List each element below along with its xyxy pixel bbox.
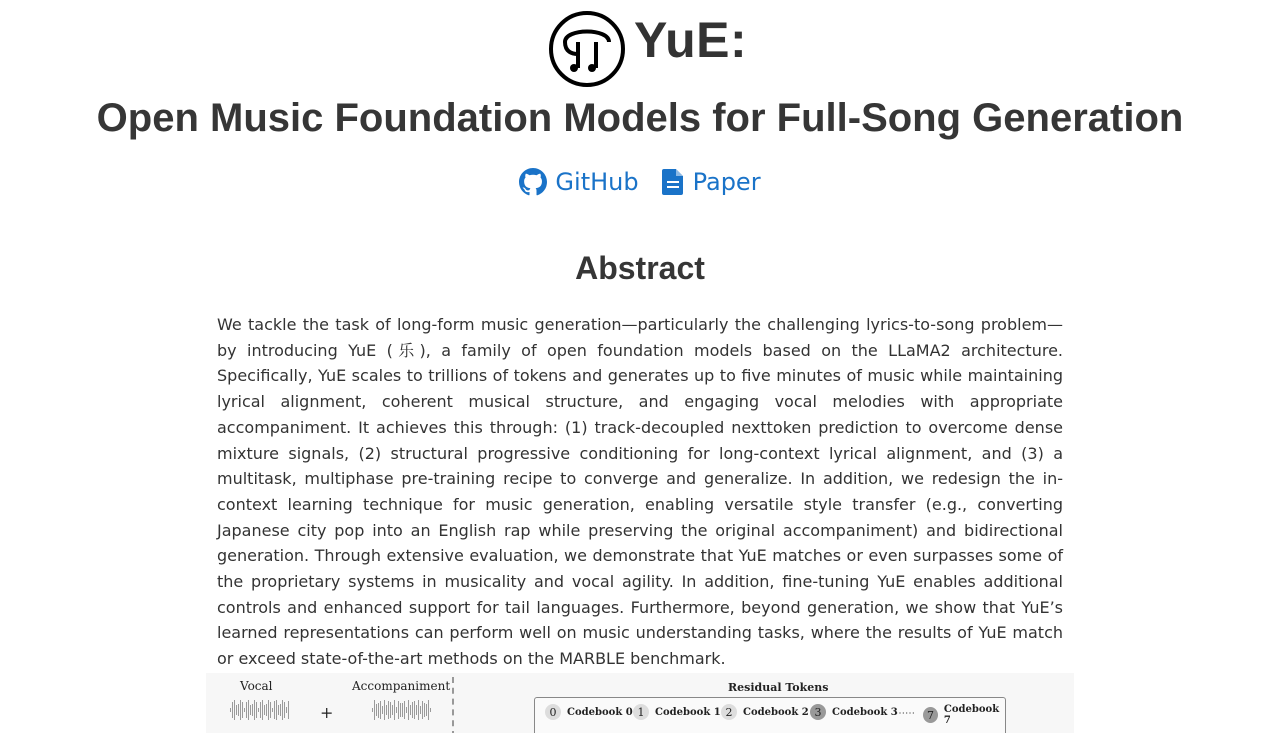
waveform-bar [272, 708, 273, 713]
codebook-number: 0 [545, 704, 561, 720]
waveform-bar [374, 700, 375, 719]
waveform-bar [382, 706, 383, 713]
accompaniment-waveform [372, 699, 431, 721]
waveform-bar [248, 700, 249, 720]
waveform-bar [242, 702, 243, 718]
waveform-bar [256, 702, 257, 718]
waveform-bar [426, 704, 427, 716]
residual-tokens-title: Residual Tokens [728, 681, 829, 694]
page-title: Open Music Foundation Models for Full-Song Generation [96, 96, 1184, 140]
link-bar [0, 168, 1280, 196]
waveform-bar [282, 700, 283, 720]
waveform-bar [284, 702, 285, 718]
codebook-label: Codebook 2 [743, 706, 809, 718]
codebook-box [534, 697, 1006, 733]
codebook-label: Codebook 0 [567, 706, 633, 718]
waveform-bar [264, 705, 265, 715]
waveform-bar [280, 704, 281, 716]
waveform-bar [390, 702, 391, 718]
vocal-label: Vocal [240, 679, 273, 693]
waveform-bar [388, 701, 389, 718]
github-icon [519, 168, 547, 196]
codebook-number: 3 [810, 704, 826, 720]
waveform-bar [286, 707, 287, 712]
waveform-bar [254, 700, 255, 720]
waveform-bar [232, 702, 233, 719]
waveform-bar [410, 705, 411, 716]
document-icon [661, 168, 685, 196]
codebook-ellipsis: ⋯⋯ [895, 708, 915, 719]
waveform-bar [404, 701, 405, 720]
waveform-bar [244, 708, 245, 712]
codebook-label: Codebook 3 [832, 706, 898, 718]
codebook-number: 7 [923, 707, 938, 723]
waveform-bar [238, 704, 239, 715]
paper-link[interactable] [661, 168, 761, 196]
waveform-bar [288, 701, 289, 718]
waveform-bar [236, 705, 237, 716]
waveform-bar [424, 703, 425, 718]
logo-text: YuE: [634, 12, 748, 68]
plus-sign: + [320, 703, 334, 722]
abstract-heading: Abstract [575, 250, 705, 286]
waveform-bar [278, 705, 279, 715]
waveform-bar [276, 700, 277, 719]
codebook-3 [810, 704, 898, 720]
waveform-bar [412, 702, 413, 718]
codebook-label: Codebook 7 [943, 704, 1000, 726]
waveform-bar [376, 704, 377, 716]
waveform-bar [406, 707, 407, 713]
waveform-bar [378, 703, 379, 718]
waveform-bar [414, 701, 415, 718]
waveform-bar [428, 700, 429, 719]
waveform-bar [416, 705, 417, 714]
accompaniment-label: Accompaniment [352, 679, 451, 693]
waveform-bar [400, 703, 401, 717]
waveform-bar [270, 702, 271, 718]
waveform-bar [394, 700, 395, 720]
waveform-bar [386, 705, 387, 714]
waveform-bar [384, 700, 385, 720]
waveform-bar [262, 700, 263, 719]
yue-logo-icon [548, 10, 626, 88]
waveform-bar [418, 700, 419, 720]
waveform-bar [258, 708, 259, 713]
waveform-bar [372, 708, 373, 712]
github-link[interactable] [519, 168, 638, 196]
waveform-bar [402, 703, 403, 717]
waveform-bar [230, 708, 231, 712]
waveform-bar [430, 708, 431, 712]
github-link-label: GitHub [555, 168, 639, 196]
codebook-1 [633, 704, 721, 720]
codebook-7 [923, 704, 1005, 726]
waveform-bar [246, 702, 247, 719]
codebook-number: 1 [633, 704, 649, 720]
waveform-bar [408, 700, 409, 720]
waveform-bar [420, 706, 421, 713]
architecture-figure [206, 673, 1074, 733]
codebook-number: 2 [721, 704, 737, 720]
waveform-bar [240, 700, 241, 720]
codebook-2 [721, 704, 809, 720]
logo-row [548, 10, 747, 88]
waveform-bar [266, 704, 267, 716]
waveform-bar [234, 700, 235, 720]
waveform-bar [392, 705, 393, 716]
abstract-text: We tackle the task of long-form music generation—particularly the challenging lyrics-to-song problem—by introducing YuE (乐), a family of open foundation models based on the LLaMA2 architecture. Specifically, YuE scales to trillions of tokens and generates up to five minutes of music while maintaining lyrical alignment, coherent musical structure, and engaging vocal melodies with appropriate accompaniment. It achieves this through: (1) track-decoupled nexttoken prediction to overcome dense mixture signals, (2) structural progressive conditioning for long-context lyrical alignment, and (3) a multitask, multiphase pre-training recipe to converge and generalize. In addition, we redesign the in-context learning technique for music generation, enabling versatile style transfer (e.g., converting Japanese city pop into an English rap while preserving the original accompaniment) and bidirectional generation. Through extensive evaluation, we demonstrate that YuE matches or even surpasses some of the proprietary systems in musicality and vocal agility. In addition, fine-tuning YuE enables additional controls and enhanced support for tail languages. Furthermore, beyond generation, we show that YuE’s learned representations can perform well on music understanding tasks, where the results of YuE match or exceed state-of-the-art methods on the MARBLE benchmark. [217, 315, 1063, 669]
vocal-waveform [230, 699, 289, 721]
codebook-label: Codebook 1 [655, 706, 721, 718]
waveform-bar [274, 701, 275, 718]
waveform-bar [260, 702, 261, 719]
waveform-bar [422, 701, 423, 719]
paper-link-label: Paper [692, 168, 761, 196]
waveform-bar [380, 701, 381, 719]
waveform-bar [268, 700, 269, 720]
waveform-bar [398, 701, 399, 720]
figure-divider [452, 677, 454, 733]
waveform-bar [396, 707, 397, 713]
waveform-bar [252, 704, 253, 715]
codebook-0 [545, 704, 633, 720]
waveform-bar [250, 705, 251, 716]
